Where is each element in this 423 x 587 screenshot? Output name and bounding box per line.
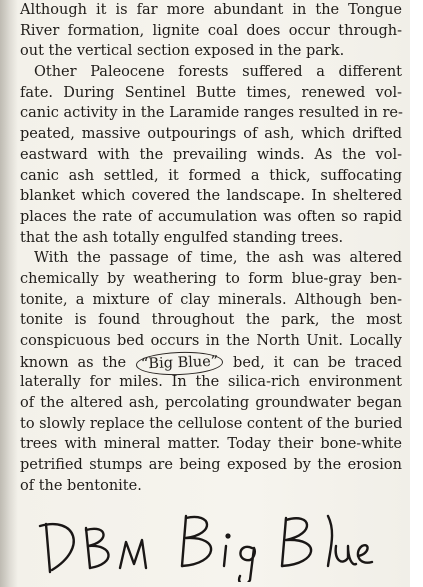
scan-margin [410, 0, 423, 587]
text-line: canic ash settled, it formed a thick, suffocating [20, 167, 402, 184]
text-line: peated, massive outpourings of ash, which drifted [20, 126, 402, 143]
text-line: of the altered ash, percolating groundwater began [20, 395, 402, 412]
text-line: petrified stumps are being exposed by the erosion [20, 457, 402, 474]
text-line: tonite, a mixture of clay minerals. Although ben- [20, 291, 402, 308]
text-line: canic activity in the Laramide ranges resulted in re- [20, 105, 403, 122]
text-line: conspicuous bed occurs in the North Unit. Locally [20, 333, 402, 349]
circled-big-blue: “Big Blue” [136, 350, 224, 376]
text-line: laterally for miles. In the silica-rich environment [20, 374, 402, 391]
text-line: tonite is found throughout the park, the most [20, 312, 402, 329]
text-fragment: bed, it can be traced [224, 354, 402, 371]
text-line: With the passage of time, the ash was altered [34, 250, 402, 267]
text-line: that the ash totally engulfed standing trees. [20, 229, 344, 246]
body-text [20, 0, 402, 497]
text-line: fate. During Sentinel Butte times, renewed vol- [20, 84, 402, 101]
text-line: trees with mineral matter. Today their bone-white [20, 436, 402, 453]
text-line: to slowly replace the cellulose content of the buried [20, 415, 403, 432]
text-line-big-blue [20, 352, 402, 373]
text-line: of the bentonite. [20, 477, 142, 494]
handwritten-note [36, 502, 376, 582]
text-line: chemically by weathering to form blue-gray ben- [20, 270, 402, 287]
text-line: eastward with the prevailing winds. As the vol- [20, 146, 402, 163]
text-line: blanket which covered the landscape. In sheltered [20, 188, 402, 205]
text-line: Other Paleocene forests suffered a different [34, 64, 402, 81]
text-fragment: known as the [20, 354, 135, 371]
text-line: out the vertical section exposed in the park. [20, 43, 345, 60]
text-line: Although it is far more abundant in the Tongue [20, 2, 402, 18]
text-line: River formation, lignite coal does occur through- [20, 22, 402, 39]
text-line: places the rate of accumulation was often so rapid [20, 208, 402, 225]
